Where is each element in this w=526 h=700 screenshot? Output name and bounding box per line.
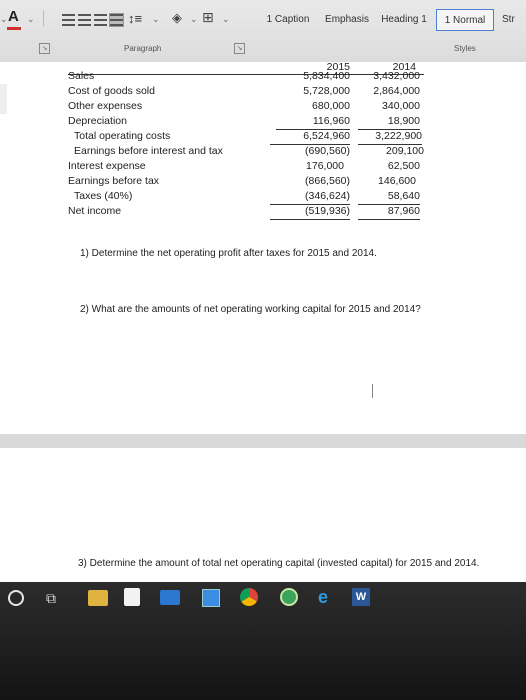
document-page[interactable] (0, 62, 526, 582)
chevron-down-icon[interactable]: ⌄ (0, 14, 8, 24)
style-normal[interactable]: 1 Normal (436, 9, 494, 31)
chrome-icon[interactable] (240, 588, 258, 606)
borders-icon[interactable]: ⊞ (202, 9, 214, 25)
table-row: Total operating costs 6,524,960 3,222,900 (74, 129, 454, 144)
word-icon[interactable]: W (352, 588, 370, 606)
edge-icon[interactable]: e (318, 587, 329, 607)
chevron-down-icon[interactable]: ⌄ (222, 14, 230, 24)
alignment-group (62, 14, 123, 32)
shading-icon[interactable]: ◈ (172, 10, 182, 25)
align-left-icon[interactable] (62, 14, 75, 26)
table-row: Earnings before tax (866,560) 146,600 (68, 175, 416, 187)
question-3: 3) Determine the amount of total net operating capital (invested capital) for 2015 and 2014. (78, 558, 480, 569)
table-row: Cost of goods sold 5,728,000 2,864,000 (68, 85, 420, 97)
ribbon-row (0, 6, 526, 32)
chevron-down-icon[interactable]: ⌄ (190, 14, 198, 24)
table-row: Sales 5,834,400 3,432,000 (68, 70, 420, 82)
styles-group-label: Styles (454, 44, 476, 53)
font-dialog-launcher-icon[interactable]: ↘ (39, 43, 50, 54)
chevron-down-icon[interactable]: ⌄ (152, 14, 160, 24)
style-emphasis[interactable]: Emphasis (325, 13, 369, 25)
table-row: Depreciation 116,960 18,900 (68, 114, 448, 129)
paragraph-dialog-launcher-icon[interactable]: ↘ (234, 43, 245, 54)
style-caption[interactable]: 1 Caption (266, 13, 310, 25)
justify-icon[interactable] (110, 14, 123, 26)
page-margin-marker (0, 84, 7, 114)
question-1: 1) Determine the net operating profit after taxes for 2015 and 2014. (80, 248, 377, 259)
table-row: Interest expense 176,000 62,500 (68, 160, 420, 172)
mail-icon[interactable] (160, 590, 180, 605)
table-row: Taxes (40%) (346,624) 58,640 (74, 189, 454, 204)
header-2015: 2015 (326, 61, 350, 73)
align-center-icon[interactable] (78, 14, 91, 26)
file-explorer-icon[interactable] (88, 590, 108, 606)
align-right-icon[interactable] (94, 14, 107, 26)
maps-icon[interactable] (280, 588, 298, 606)
task-view-icon[interactable]: ⧉ (46, 590, 56, 606)
font-color-bar (7, 27, 21, 30)
separator (43, 10, 58, 26)
chevron-down-icon[interactable]: ⌄ (27, 14, 35, 24)
page-break (0, 434, 526, 448)
style-heading-1[interactable]: Heading 1 (381, 13, 427, 25)
paragraph-group-label: Paragraph (124, 44, 162, 53)
style-strong[interactable]: Str (502, 13, 515, 25)
line-spacing-icon[interactable]: ↕≡ (128, 11, 143, 26)
font-color-button[interactable]: A (8, 8, 19, 26)
header-2014: 2014 (392, 61, 416, 73)
text-cursor-icon (372, 384, 373, 398)
question-2: 2) What are the amounts of net operating working capital for 2015 and 2014? (80, 304, 421, 315)
ribbon (0, 0, 526, 63)
store-icon[interactable] (124, 588, 140, 606)
table-row: Earnings before interest and tax (690,560) 209,100 (74, 145, 424, 157)
table-row: Net income (519,936) 87,960 (68, 204, 448, 219)
search-circle-icon[interactable] (8, 590, 24, 606)
photos-icon[interactable] (202, 589, 220, 607)
table-row: Other expenses 680,000 340,000 (68, 100, 420, 112)
taskbar (0, 582, 526, 700)
